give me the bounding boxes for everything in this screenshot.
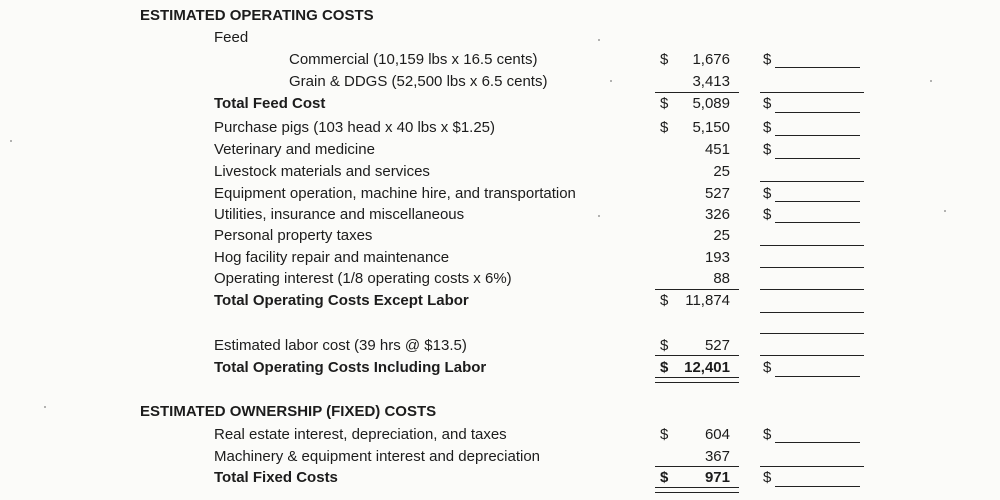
blank-entry-line <box>775 67 860 68</box>
blank-dollar-sign: $ <box>763 206 772 223</box>
blank-entry-line <box>775 135 860 136</box>
blank-entry-line <box>760 289 864 290</box>
dollar-sign: $ <box>660 292 669 309</box>
row-label: Total Feed Cost <box>214 95 326 112</box>
row-value: 25 <box>713 227 730 244</box>
row-value: 367 <box>704 448 730 465</box>
blank-entry-line <box>760 466 864 467</box>
subtotal-rule <box>655 289 739 290</box>
row-label: Machinery & equipment interest and depreciation <box>214 448 541 465</box>
blank-entry-line <box>775 201 860 202</box>
scan-speck <box>44 406 46 408</box>
dollar-sign: $ <box>660 119 669 136</box>
row-value: 88 <box>713 270 730 287</box>
row-label: Real estate interest, depreciation, and taxes <box>214 426 507 443</box>
row-value: 971 <box>704 469 730 486</box>
section-heading-operating: ESTIMATED OPERATING COSTS <box>140 7 374 24</box>
row-label: Total Operating Costs Including Labor <box>214 359 487 376</box>
row-value: 12,401 <box>684 359 730 376</box>
row-value: 5,089 <box>692 95 730 112</box>
blank-entry-line <box>760 312 864 313</box>
dollar-sign: $ <box>660 359 669 376</box>
blank-dollar-sign: $ <box>763 185 772 202</box>
row-label: Personal property taxes <box>214 227 373 244</box>
blank-dollar-sign: $ <box>763 51 772 68</box>
blank-entry-line <box>760 181 864 182</box>
row-value: 193 <box>704 249 730 266</box>
scan-speck <box>944 210 946 212</box>
section-heading-ownership: ESTIMATED OWNERSHIP (FIXED) COSTS <box>140 403 437 420</box>
blank-entry-line <box>760 267 864 268</box>
row-label: Hog facility repair and maintenance <box>214 249 450 266</box>
row-label: Total Operating Costs Except Labor <box>214 292 469 309</box>
row-value: 527 <box>704 185 730 202</box>
row-value: 5,150 <box>692 119 730 136</box>
dollar-sign: $ <box>660 51 669 68</box>
scan-speck <box>930 80 932 82</box>
subtotal-rule <box>655 466 739 467</box>
blank-dollar-sign: $ <box>763 141 772 158</box>
row-value: 604 <box>704 426 730 443</box>
row-label: Estimated labor cost (39 hrs @ $13.5) <box>214 337 467 354</box>
row-label: Purchase pigs (103 head x 40 lbs x $1.25) <box>214 119 496 136</box>
row-value: 326 <box>704 206 730 223</box>
row-label: Veterinary and medicine <box>214 141 375 158</box>
row-label: Livestock materials and services <box>214 163 430 180</box>
dollar-sign: $ <box>660 469 669 486</box>
row-label: Commercial (10,159 lbs x 16.5 cents) <box>289 51 538 68</box>
subtotal-rule <box>655 355 739 356</box>
row-label: Operating interest (1/8 operating costs x 6%) <box>214 270 512 287</box>
blank-entry-line <box>760 92 864 93</box>
row-value: 11,874 <box>685 292 730 309</box>
scan-speck <box>598 39 600 41</box>
blank-entry-line <box>775 158 860 159</box>
feed-group-label: Feed <box>214 29 249 46</box>
blank-dollar-sign: $ <box>763 426 772 443</box>
grand-total-double-rule <box>655 487 739 493</box>
blank-dollar-sign: $ <box>763 95 772 112</box>
blank-entry-line <box>775 112 860 113</box>
blank-dollar-sign: $ <box>763 469 772 486</box>
blank-entry-line <box>775 442 860 443</box>
scan-speck <box>598 215 600 217</box>
blank-entry-line <box>775 376 860 377</box>
blank-dollar-sign: $ <box>763 359 772 376</box>
dollar-sign: $ <box>660 95 669 112</box>
row-label: Grain & DDGS (52,500 lbs x 6.5 cents) <box>289 73 548 90</box>
scan-speck <box>10 140 12 142</box>
grand-total-double-rule <box>655 377 739 383</box>
blank-dollar-sign: $ <box>763 119 772 136</box>
blank-entry-line <box>760 245 864 246</box>
blank-entry-line <box>775 486 860 487</box>
blank-entry-line <box>760 333 864 334</box>
row-label: Equipment operation, machine hire, and transportation <box>214 185 576 202</box>
row-value: 527 <box>704 337 730 354</box>
row-value: 25 <box>713 163 730 180</box>
subtotal-rule <box>655 92 739 93</box>
blank-entry-line <box>760 355 864 356</box>
dollar-sign: $ <box>660 426 669 443</box>
row-label: Utilities, insurance and miscellaneous <box>214 206 465 223</box>
row-value: 3,413 <box>692 73 730 90</box>
row-value: 1,676 <box>692 51 730 68</box>
row-value: 451 <box>704 141 730 158</box>
row-label: Total Fixed Costs <box>214 469 338 486</box>
blank-entry-line <box>775 222 860 223</box>
scan-speck <box>610 80 612 82</box>
dollar-sign: $ <box>660 337 669 354</box>
